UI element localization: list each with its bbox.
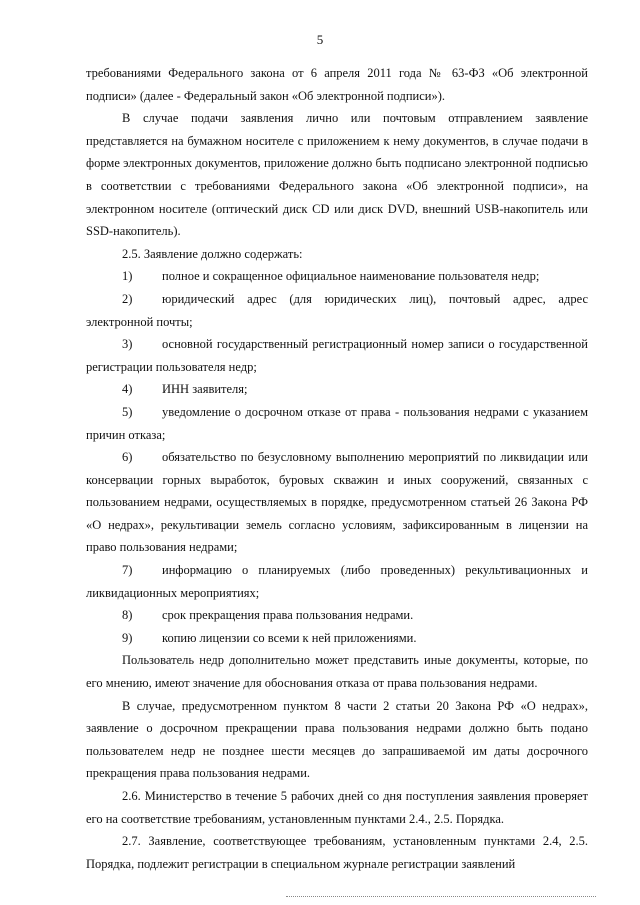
list-item-text: срок прекращения права пользования недрами. xyxy=(162,608,414,623)
footer-divider xyxy=(286,896,596,897)
list-item xyxy=(86,604,588,627)
list-item-number: 4) xyxy=(122,382,133,397)
list-item-number: 1) xyxy=(122,269,133,284)
list-item-number: 3) xyxy=(122,337,133,352)
list-item-text: уведомление о досрочном отказе от права - пользования недрами с указанием причин отказа; xyxy=(86,404,588,442)
list-item-text: обязательство по безусловному выполнению мероприятий по ликвидации или консервации горных выработок, буровых скважин и иных сооружений, связанных с пользованием недрами, осуществляемых в порядке, предусмотренном статьей 26 Закона РФ «О недрах», рекультивации земель согласно условиям, зафиксированным в лицензии на право пользования недрами; xyxy=(86,450,588,555)
list-item-text: ИНН заявителя; xyxy=(162,382,248,397)
list-item xyxy=(86,446,588,559)
paragraph-intro: требованиями Федерального закона от 6 апреля 2011 года № 63-ФЗ «Об электронной подписи» (далее - Федеральный закон «Об электронной подписи»). xyxy=(86,66,588,103)
list-item-number: 9) xyxy=(122,630,133,645)
section-2-6: 2.6. Министерство в течение 5 рабочих дней со дня поступления заявления проверяет его на соответствие требованиям, установленным пунктами 2.4., 2.5. Порядка. xyxy=(86,789,588,826)
list-item-text: основной государственный регистрационный номер записи о государственной регистрации пользователя недр; xyxy=(86,337,588,374)
paragraph-early-termination: В случае, предусмотренном пунктом 8 части 2 статьи 20 Закона РФ «О недрах», заявление о досрочном прекращении права пользования недрами должно быть подано пользователем недр не позднее шести месяцев до запрашиваемой им даты досрочного прекращения права пользования недрами. xyxy=(86,698,588,781)
list-item xyxy=(86,378,588,401)
section-2-7: 2.7. Заявление, соответствующее требованиям, установленным пунктами 2.4, 2.5. Порядка, подлежит регистрации в специальном журнале регистрации заявлений xyxy=(86,834,588,871)
list-item-number: 5) xyxy=(122,404,133,419)
paragraph-additional-documents: Пользователь недр дополнительно может представить иные документы, которые, по его мнению, имеют значение для обоснования отказа от права пользования недрами. xyxy=(86,653,588,691)
list-item-text: копию лицензии со всеми к ней приложениями. xyxy=(162,630,417,645)
list-item xyxy=(86,401,588,446)
list-item-number: 2) xyxy=(122,291,133,306)
list-item xyxy=(86,627,588,650)
list-item xyxy=(86,288,588,333)
list-item-number: 7) xyxy=(122,563,133,578)
list-item-text: информацию о планируемых (либо проведенных) рекультивационных и ликвидационных мероприятиях; xyxy=(86,563,588,600)
paragraph-submission: В случае подачи заявления лично или почтовым отправлением заявление представляется на бумажном носителе с приложением к нему документов, в случае подачи в форме электронных документов, приложение должно быть подписано электронной подписью в соответствии с требованиями Федерального закона «Об электронной подписи», на электронном носителе (оптический диск CD или диск DVD, внешний USB-накопитель или SSD-накопитель). xyxy=(86,111,588,239)
list-item xyxy=(86,559,588,604)
list-item-number: 8) xyxy=(122,608,133,623)
section-2-5-heading: 2.5. Заявление должно содержать: xyxy=(122,246,303,261)
list-item-text: юридический адрес (для юридических лиц), почтовый адрес, адрес электронной почты; xyxy=(86,291,588,329)
list-item-text: полное и сокращенное официальное наименование пользователя недр; xyxy=(162,269,540,284)
page-number: 5 xyxy=(316,32,324,47)
list-item xyxy=(86,265,588,288)
list-item-number: 6) xyxy=(122,450,133,465)
document-body xyxy=(86,62,588,875)
list-item xyxy=(86,333,588,378)
